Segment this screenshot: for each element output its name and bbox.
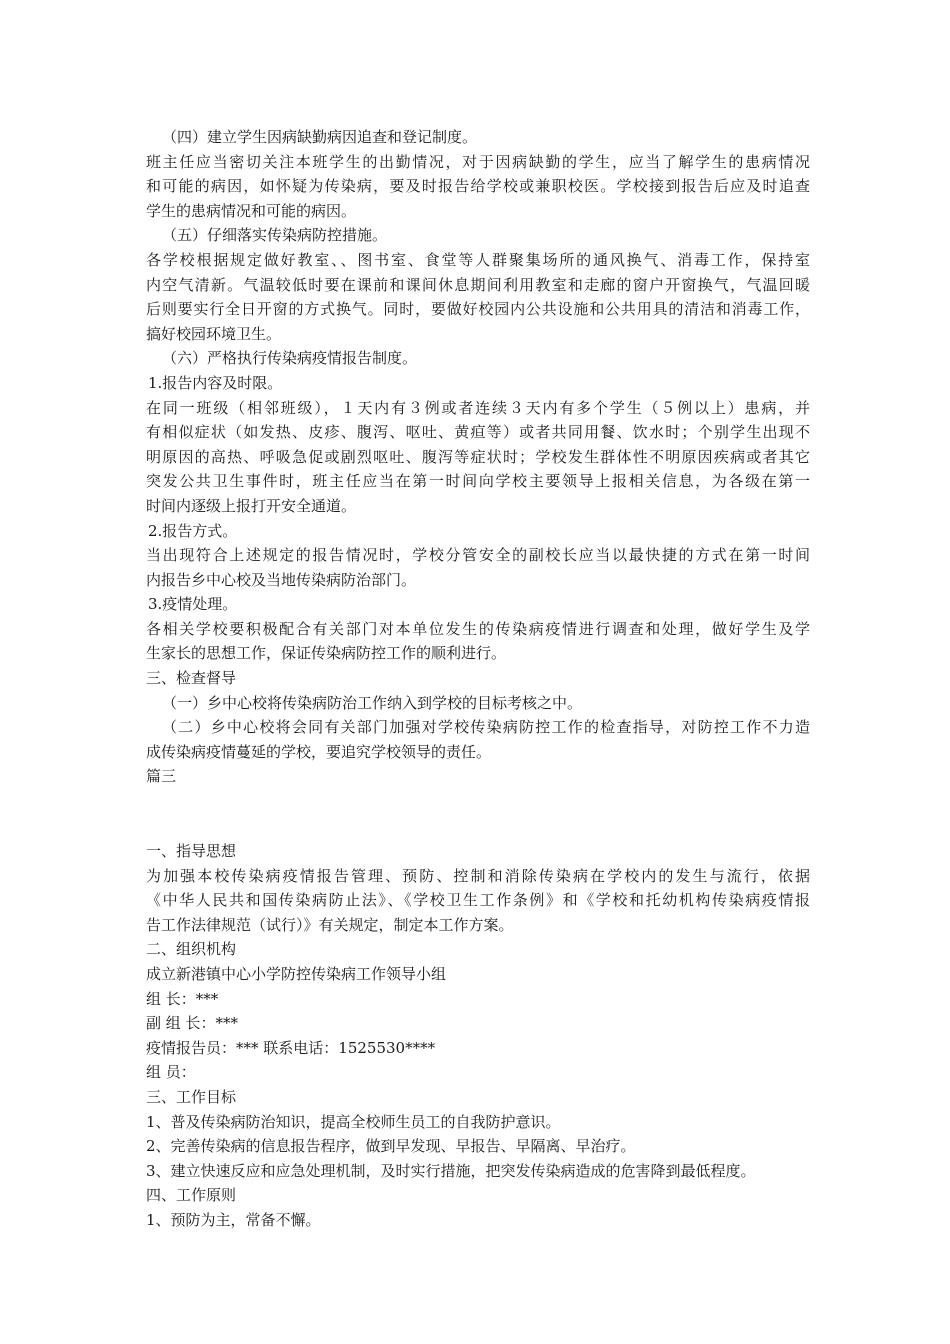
list-item: 3、建立快速反应和应急处理机制，及时实行措施，把突发传染病造成的危害降到最低程度。 (146, 1161, 756, 1180)
document-body (146, 125, 810, 1233)
paragraph-line: 成立新港镇中心小学防控传染病工作领导小组 (146, 965, 447, 983)
paragraph-line: 告工作法律规范（试行）》有关规定，制定本工作方案。 (146, 915, 514, 934)
item-heading: 1.报告内容及时限。 (148, 373, 283, 392)
member-line: 疫情报告员：*** 联系电话：1525530**** (146, 1038, 436, 1057)
part-heading: 篇三 (146, 767, 177, 786)
paragraph-line: 时间内逐级上报打开安全通道。 (146, 496, 357, 515)
paragraph-line: 为加强本校传染病疫情报告管理、预防、控制和消除传染病在学校内的发生与流行，依据 (146, 866, 810, 885)
section-heading: 一、指导思想 (146, 842, 237, 861)
paragraph-line: 当出现符合上述规定的报告情况时，学校分管安全的副校长应当以最快捷的方式在第一时间 (146, 546, 810, 565)
member-line: 组 员： (146, 1063, 196, 1082)
list-item: 1、预防为主，常备不懈。 (146, 1210, 321, 1229)
paragraph-line: 班主任应当密切关注本班学生的出勤情况，对于因病缺勤的学生，应当了解学生的患病情况 (146, 152, 810, 171)
subsection-heading: （六）严格执行传染病疫情报告制度。 (162, 349, 418, 368)
paragraph-line: 内报告乡中心校及当地传染病防治部门。 (146, 570, 417, 589)
paragraph-line: 有相似症状（如发热、皮疹、腹泻、呕吐、黄疸等）或者共同用餐、饮水时；个别学生出现不 (146, 423, 810, 442)
paragraph-line: 明原因的高热、呼吸急促或剧烈呕吐、腹泻等症状时；学校发生群体性不明原因疾病或者其它 (146, 447, 810, 466)
list-item: 1、普及传染病防治知识，提高全校师生员工的自我防护意识。 (146, 1112, 561, 1131)
paragraph-line: 各相关学校要积极配合有关部门对本单位发生的传染病疫情进行调查和处理，做好学生及学 (146, 619, 810, 638)
paragraph-line: 后则要实行全日开窗的方式换气。同时，要做好校园内公共设施和公共用具的清洁和消毒工作， (146, 300, 810, 319)
paragraph-line: 《中华人民共和国传染病防止法》、《学校卫生工作条例》和《学校和托幼机构传染病疫情报 (146, 891, 810, 910)
item-heading: 3.疫情处理。 (148, 595, 238, 614)
paragraph-line: （一）乡中心校将传染病防治工作纳入到学校的目标考核之中。 (162, 693, 583, 712)
paragraph-line: 在同一班级（相邻班级），１天内有３例或者连续３天内有多个学生（５例以上）患病，并 (146, 398, 810, 417)
member-line: 组 长：*** (146, 989, 219, 1008)
paragraph-line: （二）乡中心校将会同有关部门加强对学校传染病防控工作的检查指导，对防控工作不力造 (162, 718, 810, 737)
section-heading: 四、工作原则 (146, 1186, 237, 1205)
paragraph-line: 搞好校园环境卫生。 (146, 324, 282, 343)
section-heading: 三、检查督导 (146, 669, 237, 688)
paragraph-line: 生家长的思想工作，保证传染病防控工作的顺利进行。 (146, 644, 507, 663)
subsection-heading: （五）仔细落实传染病防控措施。 (162, 226, 388, 245)
paragraph-line: 成传染病疫情蔓延的学校，要追究学校领导的责任。 (146, 742, 492, 761)
section-heading: 三、工作目标 (146, 1087, 237, 1106)
paragraph-line: 各学校根据规定做好教室、、图书室、食堂等人群聚集场所的通风换气、消毒工作，保持室 (146, 250, 810, 269)
member-line: 副 组 长：*** (146, 1014, 239, 1033)
paragraph-line: 内空气清新。气温较低时要在课前和课间休息期间利用教室和走廊的窗户开窗换气，气温回暖 (146, 275, 810, 294)
list-item: 2、完善传染病的信息报告程序，做到早发现、早报告、早隔离、早治疗。 (146, 1137, 636, 1156)
paragraph-line: 突发公共卫生事件时，班主任应当在第一时间向学校主要领导上报相关信息，为各级在第一 (146, 472, 810, 491)
paragraph-line: 和可能的病因，如怀疑为传染病，要及时报告给学校或兼职校医。学校接到报告后应及时追查 (146, 177, 810, 196)
subsection-heading: （四）建立学生因病缺勤病因追查和登记制度。 (162, 128, 478, 146)
blank-spacer (146, 789, 810, 839)
item-heading: 2.报告方式。 (148, 521, 238, 540)
paragraph-line: 学生的患病情况和可能的病因。 (146, 201, 357, 220)
section-heading: 二、组织机构 (146, 940, 237, 959)
